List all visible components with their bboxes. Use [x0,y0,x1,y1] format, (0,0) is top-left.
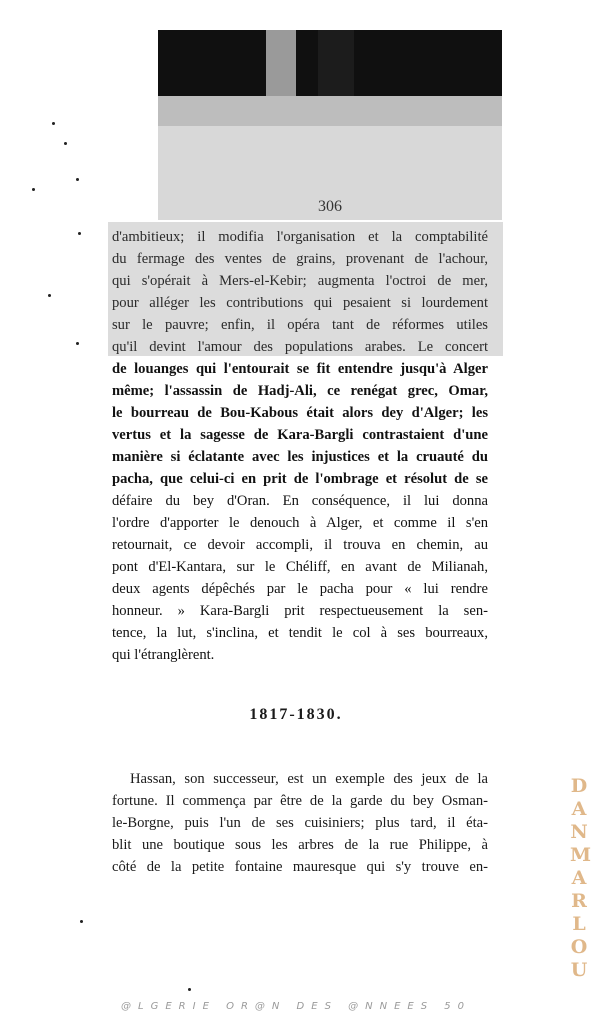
scan-speck [64,142,67,145]
text-line: pont d'El-Kantara, sur le Chéliff, en avant de Milianah, [112,559,488,575]
scan-speck [48,294,51,297]
scan-speck [52,122,55,125]
text-line: sur le pauvre; enfin, il opéra tant de réformes utiles [112,317,488,333]
text-line: de louanges qui l'entourait se fit entendre jusqu'à Alger [112,361,488,377]
page-number: 306 [318,198,342,215]
text-line: du fermage des ventes de grains, provenant de l'achour, [112,251,488,267]
text-line: qu'il devint l'amour des populations arabes. Le concert [112,339,488,355]
scan-header-image [158,30,502,220]
scan-speck [76,342,79,345]
text-line: Hassan, son successeur, est un exemple des jeux de la [130,771,488,787]
scan-gray-band [158,96,502,126]
text-line: retournait, ce devoir accompli, il trouva en chemin, au [112,537,488,553]
text-line: défaire du bey d'Oran. En conséquence, il lui donna [112,493,488,509]
text-line: vertus et la sagesse de Kara-Bargli contrastaient d'une [112,427,488,443]
scan-speck [78,232,81,235]
scan-light-block [266,30,296,96]
text-line: le bourreau de Bou-Kabous était alors dey d'Alger; les [112,405,488,421]
text-line: même; l'assassin de Hadj-Ali, ce renégat grec, Omar, [112,383,488,399]
watermark-letter: U [570,959,588,981]
watermark-letter: N [570,821,588,843]
watermark-letter: D [570,775,588,797]
text-line: fortune. Il commença par être de la garde du bey Osman- [112,793,488,809]
watermark-vertical [570,775,592,982]
scan-speck [188,988,191,991]
watermark-letter: A [571,867,587,889]
watermark-letter: A [571,798,587,820]
scan-speck [76,178,79,181]
section-heading: 1817-1830. [249,706,343,723]
paragraph-lower [112,358,488,666]
scan-dark-block [318,30,354,96]
scan-speck [80,920,83,923]
text-line: côté de la petite fontaine mauresque qui s'y trouve en- [112,859,488,875]
footer-banner: @LGERIE OR@N DES @NNEES 50 [121,1001,471,1012]
text-line: manière si éclatante avec les injustices et la cruauté du [112,449,488,465]
watermark-letter: R [571,890,587,912]
text-line: le-Borgne, puis l'un de ses cuisiniers; plus tard, il éta- [112,815,488,831]
text-line: qui l'étranglèrent. [112,647,215,663]
text-line: tence, la lut, s'inclina, et tendit le col à ses bourreaux, [112,625,488,641]
watermark-letter: L [572,913,586,935]
watermark-letter: O [570,936,588,958]
scan-speck [32,188,35,191]
text-line: qui s'opérait à Mers-el-Kebir; augmenta l'octroi de mer, [112,273,488,289]
text-line: pacha, que celui-ci en prit de l'ombrage et résolut de se [112,471,488,487]
paragraph-upper [112,226,488,358]
text-line: honneur. » Kara-Bargli prit respectueusement la sen- [112,603,488,619]
text-line: pour alléger les contributions qui pesaient si lourdement [112,295,488,311]
text-line: l'ordre d'apporter le denouch à Alger, et comme il s'en [112,515,488,531]
text-line: d'ambitieux; il modifia l'organisation et la comptabilité [112,229,488,245]
paragraph-hassan [112,768,488,878]
text-line: blit une boutique sous les arbres de la rue Philippe, à [112,837,488,853]
watermark-letter: M [570,844,592,866]
text-line: deux agents dépêchés par le pacha pour « lui rendre [112,581,488,597]
